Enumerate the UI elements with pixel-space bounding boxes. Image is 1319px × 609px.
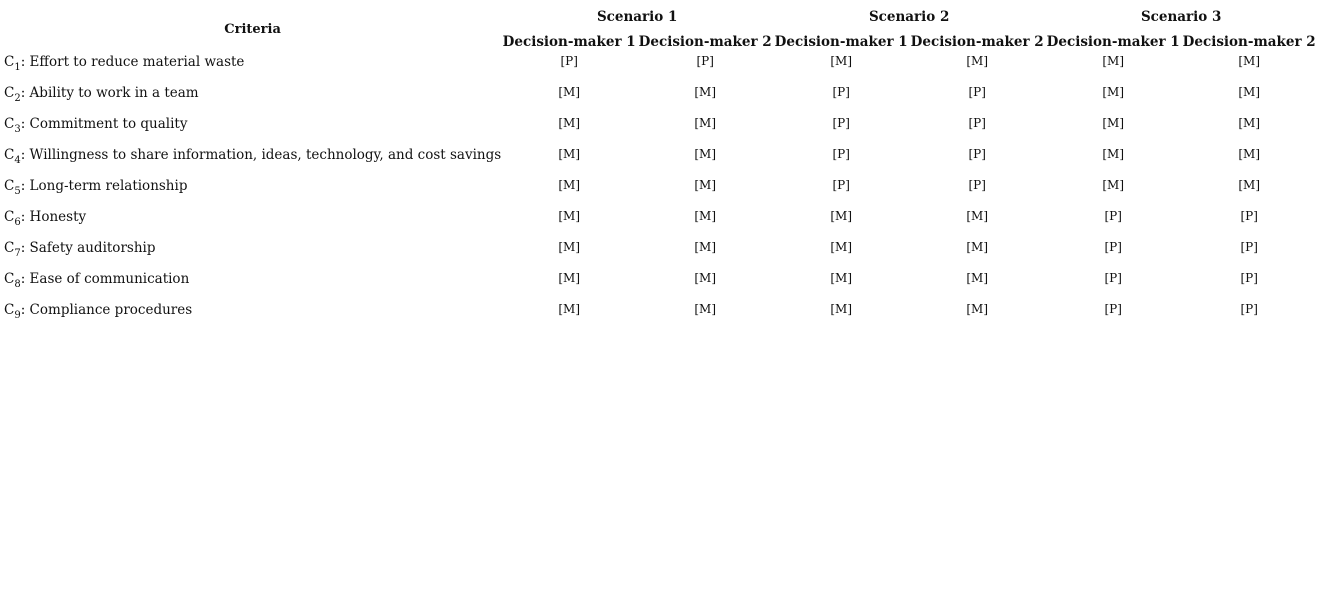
rating-cell: [M] xyxy=(694,302,716,316)
rating-cell: [M] xyxy=(966,302,988,316)
rating-cell: [P] xyxy=(1240,302,1258,316)
rating-cell: [M] xyxy=(558,178,580,192)
rating-cell: [M] xyxy=(830,271,852,285)
criterion-prefix: C xyxy=(4,209,15,225)
table-row xyxy=(4,209,1317,240)
rating-cell: [P] xyxy=(1240,209,1258,223)
rating-cell: [P] xyxy=(832,116,850,130)
decision-maker-header: Decision-maker 2 xyxy=(910,33,1044,50)
criterion-cell xyxy=(4,240,501,271)
criterion-index: 1 xyxy=(14,62,21,73)
rating-cell: [M] xyxy=(558,116,580,130)
criterion-label: : Willingness to share information, ideas, technology, and cost savings xyxy=(20,147,502,163)
table-row xyxy=(4,271,1317,302)
criterion-cell xyxy=(4,147,501,178)
criterion-label: : Ability to work in a team xyxy=(20,85,199,101)
rating-cell: [M] xyxy=(694,178,716,192)
criteria-column-header: Criteria xyxy=(224,21,281,37)
table-row xyxy=(4,240,1317,271)
rating-cell: [P] xyxy=(1104,240,1122,254)
rating-cell: [P] xyxy=(1240,240,1258,254)
rating-cell: [P] xyxy=(968,178,986,192)
criterion-index: 6 xyxy=(14,217,21,228)
rating-cell: [M] xyxy=(1238,147,1260,161)
rating-cell: [M] xyxy=(830,240,852,254)
rating-cell: [P] xyxy=(1240,271,1258,285)
table-row xyxy=(4,85,1317,116)
rating-cell: [M] xyxy=(694,240,716,254)
rating-cell: [M] xyxy=(1102,54,1124,68)
criterion-index: 8 xyxy=(14,279,21,290)
rating-cell: [M] xyxy=(1238,85,1260,99)
rating-cell: [M] xyxy=(694,85,716,99)
criterion-prefix: C xyxy=(4,116,15,132)
criteria-table xyxy=(4,4,1317,333)
rating-cell: [P] xyxy=(832,147,850,161)
criterion-prefix: C xyxy=(4,240,15,256)
criterion-label: : Ease of communication xyxy=(20,271,190,287)
criterion-prefix: C xyxy=(4,178,15,194)
rating-cell: [M] xyxy=(1238,178,1260,192)
rating-cell: [P] xyxy=(968,116,986,130)
rating-cell: [M] xyxy=(966,271,988,285)
decision-maker-header: Decision-maker 1 xyxy=(774,33,908,50)
criterion-prefix: C xyxy=(4,271,15,287)
rating-cell: [M] xyxy=(1102,116,1124,130)
rating-cell: [M] xyxy=(694,271,716,285)
rating-cell: [P] xyxy=(1104,209,1122,223)
table-row xyxy=(4,147,1317,178)
rating-cell: [M] xyxy=(1238,54,1260,68)
decision-maker-header: Decision-maker 2 xyxy=(638,33,772,50)
scenario-2-header: Scenario 2 xyxy=(868,8,950,25)
table-body xyxy=(4,54,1317,333)
decision-maker-header: Decision-maker 1 xyxy=(1046,33,1180,50)
table-row xyxy=(4,116,1317,147)
rating-cell: [M] xyxy=(830,302,852,316)
rating-cell: [P] xyxy=(968,85,986,99)
criterion-label: : Honesty xyxy=(20,209,87,225)
rating-cell: [M] xyxy=(694,209,716,223)
rating-cell: [M] xyxy=(558,271,580,285)
rating-cell: [P] xyxy=(1104,302,1122,316)
rating-cell: [M] xyxy=(558,302,580,316)
scenario-3-header: Scenario 3 xyxy=(1140,8,1222,25)
rating-cell: [P] xyxy=(696,54,714,68)
criterion-cell xyxy=(4,271,501,302)
rating-cell: [P] xyxy=(968,147,986,161)
rating-cell: [M] xyxy=(558,240,580,254)
rating-cell: [M] xyxy=(558,85,580,99)
decision-maker-header: Decision-maker 2 xyxy=(1182,33,1316,50)
criterion-cell xyxy=(4,54,501,85)
table-row xyxy=(4,178,1317,209)
rating-cell: [M] xyxy=(1102,85,1124,99)
rating-cell: [M] xyxy=(966,54,988,68)
scenario-1-header: Scenario 1 xyxy=(596,8,678,25)
rating-cell: [M] xyxy=(966,209,988,223)
criterion-cell xyxy=(4,302,501,333)
scenario-header-row xyxy=(4,4,1317,29)
criterion-cell xyxy=(4,116,501,147)
table-row xyxy=(4,54,1317,85)
decision-maker-header: Decision-maker 1 xyxy=(502,33,636,50)
rating-cell: [M] xyxy=(1102,147,1124,161)
criterion-label: : Effort to reduce material waste xyxy=(20,54,245,70)
criterion-cell xyxy=(4,85,501,116)
criterion-label: : Commitment to quality xyxy=(20,116,188,132)
rating-cell: [M] xyxy=(1238,116,1260,130)
rating-cell: [M] xyxy=(558,209,580,223)
criterion-label: : Safety auditorship xyxy=(20,240,156,256)
criterion-prefix: C xyxy=(4,147,15,163)
rating-cell: [M] xyxy=(694,116,716,130)
rating-cell: [M] xyxy=(1102,178,1124,192)
rating-cell: [M] xyxy=(694,147,716,161)
criterion-index: 7 xyxy=(14,248,21,259)
rating-cell: [M] xyxy=(558,147,580,161)
criterion-cell xyxy=(4,178,501,209)
criterion-index: 3 xyxy=(14,124,21,135)
rating-cell: [P] xyxy=(560,54,578,68)
rating-cell: [M] xyxy=(966,240,988,254)
criterion-index: 2 xyxy=(14,93,21,104)
table-row xyxy=(4,302,1317,333)
rating-cell: [P] xyxy=(832,85,850,99)
rating-cell: [M] xyxy=(830,209,852,223)
criterion-label: : Long-term relationship xyxy=(20,178,188,194)
criterion-prefix: C xyxy=(4,302,15,318)
criterion-index: 5 xyxy=(14,186,21,197)
rating-cell: [M] xyxy=(830,54,852,68)
criterion-label: : Compliance procedures xyxy=(20,302,193,318)
rating-cell: [P] xyxy=(832,178,850,192)
criterion-index: 4 xyxy=(14,155,21,166)
rating-cell: [P] xyxy=(1104,271,1122,285)
criterion-prefix: C xyxy=(4,54,15,70)
criterion-cell xyxy=(4,209,501,240)
criterion-index: 9 xyxy=(14,310,21,321)
criterion-prefix: C xyxy=(4,85,15,101)
